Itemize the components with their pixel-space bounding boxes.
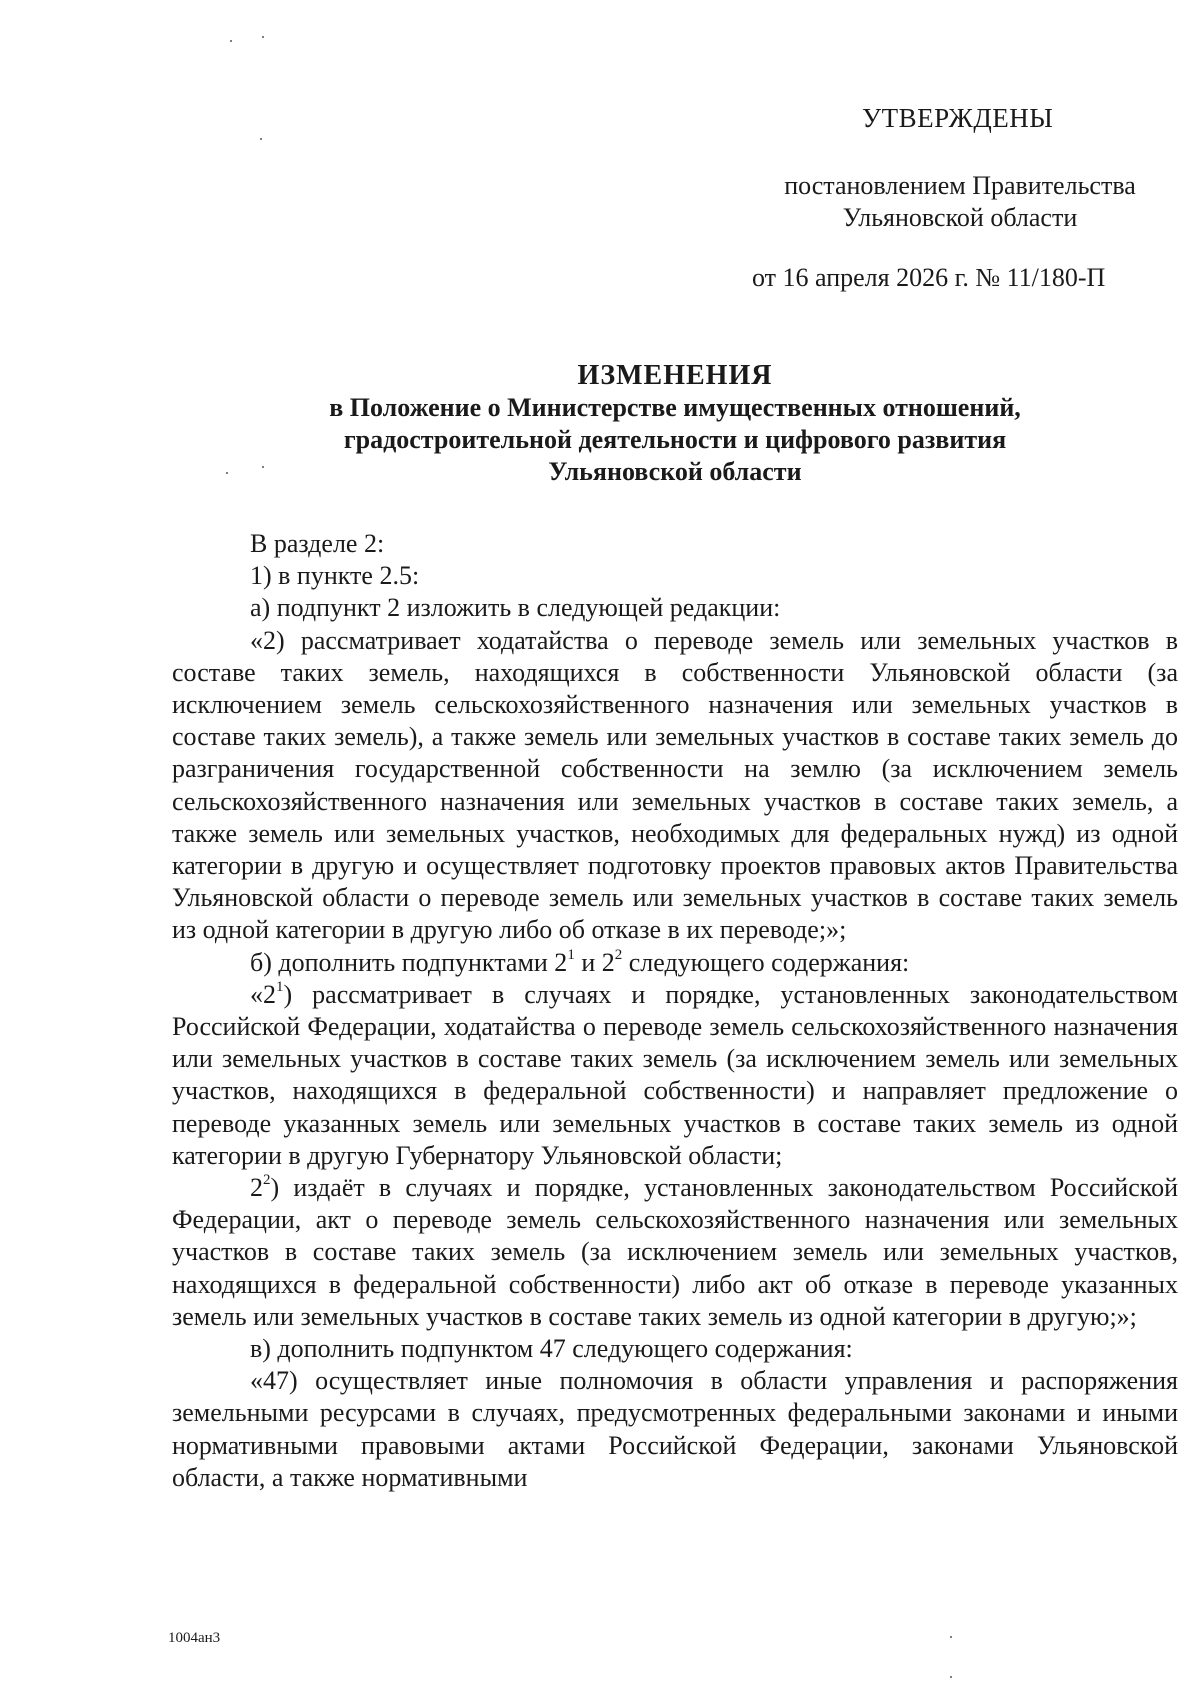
approval-line-2: Ульяновской области (842, 203, 1078, 232)
paragraph-clause-2-1: «$2^1$) рассматривает в случаях и порядке, установленных законодательством Российской Федерации, ходатайства о переводе земель сельскохозяйственного назначения или земельных участков в составе таких земель (за исключением земель или земельных участков, находящихся в федеральной собственности) и направляет предложение о переводе указанных земель или земельных участков в составе таких земель из одной категории в другую Губернатору Ульяновской области; (172, 979, 1178, 1170)
paragraph-item-1: 1) в пункте 2.5: (250, 561, 420, 591)
scan-speck (226, 472, 228, 474)
paragraph-clause-2-2: $2^2$) издаёт в случаях и порядке, установленных законодательством Российской Федерации, акт о переводе земель сельскохозяйственного назначения или земельных участков в составе таких земель (за исключением земель или земельных участков, находящихся в федеральной собственности) либо акт об отказе в переводе указанных земель или земельных участков в составе таких земель из одной категории в другую;»; (172, 1172, 1178, 1331)
approval-line-1: постановлением Правительства (784, 171, 1136, 200)
document-body (172, 528, 1178, 1494)
heading-line-3: Ульяновской области (548, 457, 802, 486)
document-code: 1004ан3 (168, 1630, 221, 1646)
paragraph-subitem-b: б) дополнить подпунктами $2^1$ и $2^2$ следующего содержания: (250, 946, 910, 977)
heading-line-2: градостроительной деятельности и цифрового развития (343, 425, 1007, 454)
paragraph-clause-47: «47) осуществляет иные полномочия в области управления и распоряжения земельными ресурсами в случаях, предусмотренных федеральными законами и иными нормативными правовыми актами Российской Федерации, законами Ульяновской области, а также нормативными (172, 1366, 1178, 1492)
scan-speck (230, 40, 232, 42)
paragraph-section: В разделе 2: (250, 529, 385, 558)
scan-speck (260, 138, 262, 140)
paragraph-clause-2: «2) рассматривает ходатайства о переводе земель или земельных участков в составе таких земель, находящихся в собственности Ульяновской области (за исключением земель сельскохозяйственного назначения или земельных участков в составе таких земель), а также земель или земельных участков в составе таких земель до разграничения государственной собственности на землю (за исключением земель сельскохозяйственного назначения или земельных участков в составе таких земель, а также земель или земельных участков, необходимых для федеральных нужд) из одной категории в другую и осуществляет подготовку проектов правовых актов Правительства Ульяновской области о переводе земель или земельных участков в составе таких земель из одной категории в другую либо об отказе в их переводе;»; (172, 625, 1178, 945)
heading-title: ИЗМЕНЕНИЯ (577, 360, 773, 391)
scan-speck (950, 1676, 952, 1678)
heading-line-1: в Положение о Министерстве имущественных отношений, (329, 393, 1021, 422)
scan-speck (262, 36, 264, 38)
scan-speck (262, 466, 264, 468)
scan-speck (950, 1636, 952, 1638)
approval-body (766, 170, 1154, 234)
approval-date: от 16 апреля 2026 г. № 11/180-П (752, 263, 1106, 292)
paragraph-subitem-a: а) подпункт 2 изложить в следующей редакции: (250, 593, 781, 623)
document-heading (170, 360, 1180, 488)
approved-title: УТВЕРЖДЕНЫ (862, 103, 1054, 133)
paragraph-subitem-v: в) дополнить подпунктом 47 следующего содержания: (250, 1334, 853, 1364)
